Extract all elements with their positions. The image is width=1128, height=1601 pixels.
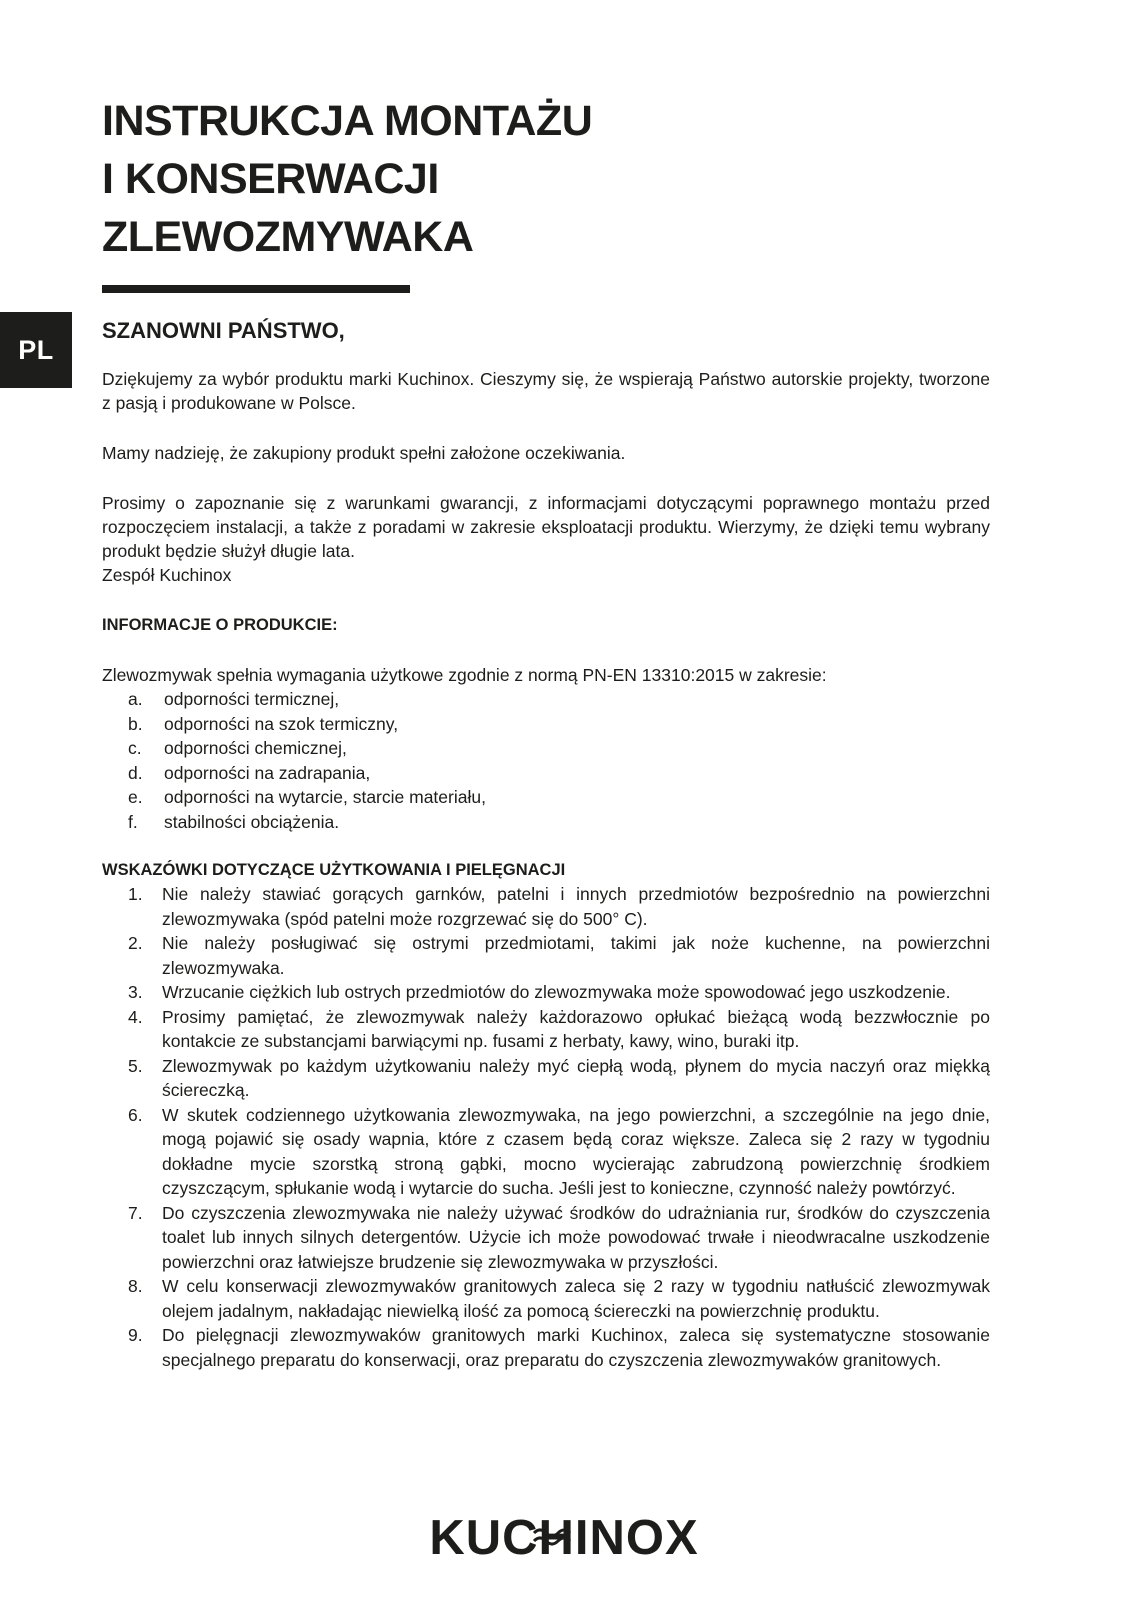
list-marker: d. [128,762,143,783]
document-body [102,92,990,1372]
list-marker: 9. [128,1325,143,1345]
list-marker: 1. [128,884,143,904]
list-item-text: odporności chemicznej, [164,738,347,758]
requirements-list [102,687,990,834]
intro-paragraph: Prosimy o zapoznanie się z warunkami gwarancji, z informacjami dotyczącymi poprawnego montażu przed rozpoczęciem instalacji, a także z poradami w zakresie eksploatacji produktu. Wierzymy, że dzięki temu wybrany produkt będzie służył długie lata. [102,493,990,561]
document-title [102,92,990,266]
list-item [102,712,990,737]
list-item-text: W celu konserwacji zlewozmywaków granitowych zaleca się 2 razy w tygodniu natłuścić zlewozmywak olejem jadalnym, nakładając niewielką ilość za pomocą ściereczki na powierzchnię produktu. [162,1276,990,1321]
list-item [102,810,990,835]
language-tab: PL [0,312,72,388]
logo-h-letter [538,1510,574,1566]
list-item-text: Prosimy pamiętać, że zlewozmywak należy każdorazowo opłukać bieżącą wodą bezzwłocznie po kontakcie ze substancjami barwiącymi np. fusami z herbaty, kawy, wino, buraki itp. [162,1006,990,1051]
list-item [102,1054,990,1103]
list-item [102,1323,990,1372]
logo-text-start: KUC [429,1511,539,1565]
list-item [102,1103,990,1201]
list-marker: e. [128,787,143,807]
list-item-text: odporności na zadrapania, [164,762,371,783]
list-item [102,736,990,761]
list-marker: 7. [128,1202,143,1223]
list-item-text: odporności termicznej, [164,689,340,709]
list-item [102,1005,990,1054]
intro-paragraph: Mamy nadzieję, że zakupiony produkt spełni założone oczekiwania. [102,443,626,463]
logo-h-text: H [538,1511,575,1565]
care-instructions-list [102,882,990,1372]
list-marker: 5. [128,1055,143,1076]
list-item-text: Do czyszczenia zlewozmywaka nie należy używać środków do udrażniania rur, środków do czyszczenia toalet lub innych silnych detergentów. Użycie ich może powodować trwałe i nieodwracalne uszkodzenie powierzchni oraz łatwiejsze brudzenie się zlewozmywaka w przyszłości. [162,1202,990,1272]
list-marker: 6. [128,1104,143,1125]
list-marker: c. [128,738,142,758]
list-item [102,1274,990,1323]
title-line: INSTRUKCJA MONTAŻU [102,97,593,145]
list-marker: f. [128,811,138,832]
logo-wave-icon [532,1525,576,1551]
list-item [102,687,990,712]
greeting-heading: SZANOWNI PAŃSTWO, [102,318,345,343]
norm-paragraph: Zlewozmywak spełnia wymagania użytkowe zgodnie z normą PN-EN 13310:2015 w zakresie: [102,665,827,685]
list-marker: b. [128,713,143,734]
list-item-text: Nie należy stawiać gorących garnków, patelni i innych przedmiotów bezpośrednio na powierzchni zlewozmywaka (spód patelni może rozgrzewać się do 500° C). [162,884,990,929]
list-item-text: stabilności obciążenia. [164,811,340,832]
intro-paragraph: Dziękujemy za wybór produktu marki Kuchinox. Cieszymy się, że wspierają Państwo autorskie projekty, tworzone z pasją i produkowane w Polsce. [102,369,990,413]
logo-text-end: INOX [574,1511,699,1565]
list-item [102,1201,990,1275]
list-item [102,785,990,810]
signature: Zespół Kuchinox [102,565,232,585]
list-item-text: odporności na szok termiczny, [164,713,399,734]
title-line: ZLEWOZMYWAKA [102,213,474,261]
kuchinox-logo [0,1510,1128,1566]
list-item-text: Zlewozmywak po każdym użytkowaniu należy myć ciepłą wodą, płynem do mycia naczyń oraz miękką ściereczką. [162,1055,990,1100]
list-item [102,980,990,1005]
list-item-text: Do pielęgnacji zlewozmywaków granitowych marki Kuchinox, zaleca się systematyczne stosowanie specjalnego preparatu do konserwacji, oraz preparatu do czyszczenia zlewozmywaków granitowych. [162,1325,990,1370]
list-marker: 4. [128,1006,143,1027]
list-item-text: odporności na wytarcie, starcie materiału, [164,787,486,807]
list-marker: 3. [128,982,143,1002]
list-item [102,882,990,931]
list-item-text: Nie należy posługiwać się ostrymi przedmiotami, takimi jak noże kuchenne, na powierzchni zlewozmywaka. [162,933,990,978]
title-underline [102,285,410,293]
list-item [102,931,990,980]
list-marker: 2. [128,933,143,953]
list-marker: a. [128,689,143,709]
care-heading: WSKAZÓWKI DOTYCZĄCE UŻYTKOWANIA I PIELĘGNACJI [102,861,566,879]
product-info-heading: INFORMACJE O PRODUKCIE: [102,616,338,634]
list-item [102,761,990,786]
list-marker: 8. [128,1276,143,1296]
list-item-text: W skutek codziennego użytkowania zlewozmywaka, na jego powierzchni, a szczególnie na jego dnie, mogą pojawić się osady wapnia, które z czasem będą coraz większe. Zaleca się 2 razy w tygodniu dokładne mycie szorstką stroną gąbki, mocno wycierając zabrudzoną powierzchnię środkiem czyszczącym, spłukanie wodą i wytarcie do sucha. Jeśli jest to konieczne, czynność należy powtórzyć. [162,1104,990,1198]
title-line: I KONSERWACJI [102,155,439,203]
list-item-text: Wrzucanie ciężkich lub ostrych przedmiotów do zlewozmywaka może spowodować jego uszkodzenie. [162,982,951,1002]
